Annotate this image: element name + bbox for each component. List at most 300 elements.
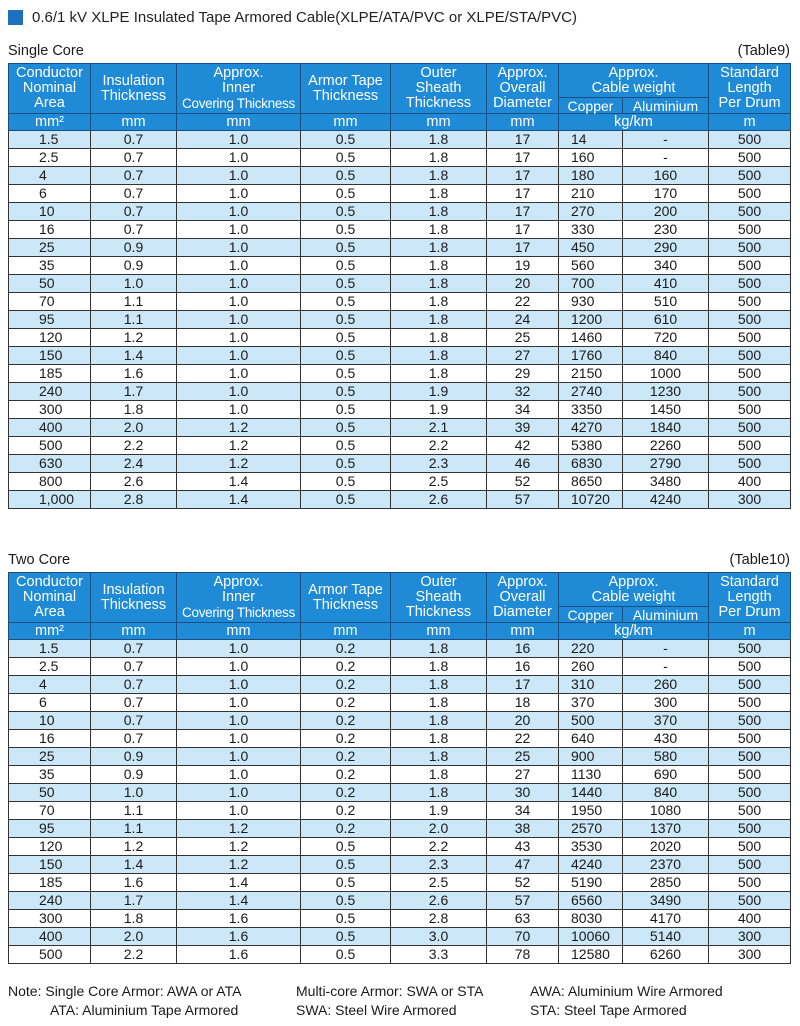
table-row <box>9 766 791 784</box>
unit-cell: mm <box>177 114 301 131</box>
table-cell: 1.8 <box>391 131 487 149</box>
header-line: Insulation <box>102 581 165 598</box>
table-cell: 25 <box>487 748 559 766</box>
table-cell: 95 <box>9 820 91 838</box>
table-cell: 0.5 <box>301 491 391 509</box>
table-cell: 39 <box>487 419 559 437</box>
table-cell: 1.2 <box>177 455 301 473</box>
table-row <box>9 365 791 383</box>
table-cell: 500 <box>709 293 791 311</box>
table-cell: 0.7 <box>91 167 177 185</box>
table-cell: 1.8 <box>391 694 487 712</box>
table-cell: 1.0 <box>177 239 301 257</box>
table-cell: 1.0 <box>177 203 301 221</box>
header-copper: Copper <box>559 607 623 623</box>
table-cell: 2150 <box>559 365 623 383</box>
table-cell: 500 <box>709 712 791 730</box>
table-cell: 1.8 <box>391 203 487 221</box>
table-cell: 1440 <box>559 784 623 802</box>
table-cell: 1.0 <box>177 694 301 712</box>
table-cell: 27 <box>487 347 559 365</box>
table-cell: 2.5 <box>391 874 487 892</box>
table-cell: 210 <box>559 185 623 203</box>
header-inner-covering <box>177 64 301 114</box>
table-cell: 0.7 <box>91 640 177 658</box>
table-cell: 4170 <box>623 910 709 928</box>
table-cell: 640 <box>559 730 623 748</box>
section-header <box>8 35 790 59</box>
table-cell: 0.9 <box>91 239 177 257</box>
table-cell: 500 <box>709 383 791 401</box>
table-row <box>9 239 791 257</box>
table-cell: 500 <box>709 892 791 910</box>
table-cell: 16 <box>487 640 559 658</box>
table-cell: 1.0 <box>177 802 301 820</box>
table-cell: 690 <box>623 766 709 784</box>
table-cell: 0.5 <box>301 257 391 275</box>
table-cell: 0.5 <box>301 473 391 491</box>
table-cell: 17 <box>487 676 559 694</box>
table-cell: 1.4 <box>177 491 301 509</box>
unit-cell: mm <box>91 114 177 131</box>
table-cell: 1.1 <box>91 311 177 329</box>
table-cell: 25 <box>9 748 91 766</box>
table-cell: 1.0 <box>177 185 301 203</box>
table-cell: 300 <box>9 401 91 419</box>
table-cell: 0.5 <box>301 239 391 257</box>
header-line: Approx. <box>608 64 659 81</box>
unit-cell: kg/km <box>559 623 709 640</box>
table-cell: 2.8 <box>91 491 177 509</box>
table-row <box>9 946 791 964</box>
table-row <box>9 293 791 311</box>
table-cell: 400 <box>9 928 91 946</box>
table-cell: 220 <box>559 640 623 658</box>
table-cell: 1.0 <box>91 784 177 802</box>
table-cell: 500 <box>709 838 791 856</box>
table-row <box>9 167 791 185</box>
header-line: Inner <box>221 79 256 96</box>
table-cell: 2.5 <box>9 149 91 167</box>
table-cell: 1.8 <box>391 221 487 239</box>
table-cell: 340 <box>623 257 709 275</box>
table-cell: 20 <box>487 712 559 730</box>
table-cell: 1.8 <box>391 329 487 347</box>
table-cell: 1.0 <box>91 275 177 293</box>
table-cell: 8650 <box>559 473 623 491</box>
table-cell: 17 <box>487 131 559 149</box>
table-row <box>9 131 791 149</box>
table-cell: 1.0 <box>177 275 301 293</box>
header-aluminium: Aluminium <box>623 98 709 114</box>
table-cell: - <box>623 640 709 658</box>
table-cell: 1.0 <box>177 383 301 401</box>
table-cell: 500 <box>709 676 791 694</box>
table-cell: 180 <box>559 167 623 185</box>
header-line: Approx. <box>608 573 659 590</box>
table-cell: 6260 <box>623 946 709 964</box>
table-cell: 46 <box>487 455 559 473</box>
table-cell: 1200 <box>559 311 623 329</box>
table-row <box>9 676 791 694</box>
table-cell: 0.5 <box>301 131 391 149</box>
section-label: Two Core <box>8 552 71 568</box>
table-row <box>9 658 791 676</box>
table-cell: 2790 <box>623 455 709 473</box>
table-row <box>9 928 791 946</box>
table-cell: 1.8 <box>391 730 487 748</box>
table-cell: 1.0 <box>177 131 301 149</box>
cable-spec-table <box>8 572 791 964</box>
table-cell: - <box>623 149 709 167</box>
table-cell: 0.7 <box>91 676 177 694</box>
table-cell: 1.8 <box>391 167 487 185</box>
table-cell: 3490 <box>623 892 709 910</box>
table-cell: 0.2 <box>301 658 391 676</box>
table-cell: 3350 <box>559 401 623 419</box>
header-line: Inner <box>221 588 256 605</box>
header-conductor-area <box>9 64 91 114</box>
header-overall-diameter <box>487 64 559 114</box>
table-cell: 5380 <box>559 437 623 455</box>
table-cell: 500 <box>559 712 623 730</box>
table-cell: 500 <box>709 748 791 766</box>
table-cell: 410 <box>623 275 709 293</box>
table-cell: 500 <box>709 874 791 892</box>
table-cell: 1.2 <box>177 820 301 838</box>
note-single-core-armor: Note: Single Core Armor: AWA or ATA <box>8 983 242 999</box>
table-cell: 4240 <box>623 491 709 509</box>
section-header <box>8 544 790 568</box>
table-cell: 0.5 <box>301 275 391 293</box>
table-cell: 2.0 <box>91 928 177 946</box>
table-cell: 1.6 <box>177 946 301 964</box>
table-cell: 0.5 <box>301 856 391 874</box>
table-cell: 1.0 <box>177 640 301 658</box>
table-cell: 2.2 <box>91 437 177 455</box>
table-cell: 3530 <box>559 838 623 856</box>
table-cell: 290 <box>623 239 709 257</box>
header-drum-length <box>709 573 791 623</box>
table-cell: 3.0 <box>391 928 487 946</box>
note-awa: AWA: Aluminium Wire Armored <box>530 983 723 999</box>
header-aluminium: Aluminium <box>623 607 709 623</box>
table-cell: 1.0 <box>177 748 301 766</box>
header-conductor-area <box>9 573 91 623</box>
table-row <box>9 347 791 365</box>
table-cell: 0.2 <box>301 694 391 712</box>
table-row <box>9 455 791 473</box>
table-cell: 500 <box>709 802 791 820</box>
table-cell: 0.2 <box>301 748 391 766</box>
section-label: Single Core <box>8 43 84 59</box>
table-cell: 450 <box>559 239 623 257</box>
table-cell: 17 <box>487 185 559 203</box>
unit-cell: m <box>709 623 791 640</box>
table-cell: 0.2 <box>301 784 391 802</box>
table-cell: 1.0 <box>177 347 301 365</box>
header-line: Cable weight <box>591 588 676 605</box>
table-cell: 1.9 <box>391 383 487 401</box>
table-cell: 0.9 <box>91 766 177 784</box>
table-cell: 27 <box>487 766 559 784</box>
table-cell: 240 <box>9 383 91 401</box>
table-cell: 500 <box>709 221 791 239</box>
table-cell: 2.6 <box>91 473 177 491</box>
header-line: Approx. <box>213 573 264 590</box>
table-cell: 1.8 <box>391 347 487 365</box>
table-cell: 18 <box>487 694 559 712</box>
table-cell: 29 <box>487 365 559 383</box>
table-cell: 160 <box>559 149 623 167</box>
table-row <box>9 910 791 928</box>
table-cell: - <box>623 131 709 149</box>
table-cell: 16 <box>9 730 91 748</box>
table-cell: 430 <box>623 730 709 748</box>
header-line: Standard <box>720 65 779 81</box>
table-cell: 57 <box>487 491 559 509</box>
table-cell: 5140 <box>623 928 709 946</box>
table-cell: 1.4 <box>91 347 177 365</box>
table-cell: 2.6 <box>391 892 487 910</box>
table-cell: 0.7 <box>91 221 177 239</box>
table-cell: 1.2 <box>177 856 301 874</box>
header-line: Thickness <box>405 95 472 111</box>
table-cell: 6560 <box>559 892 623 910</box>
table-row <box>9 694 791 712</box>
header-line: Per Drum <box>718 604 781 620</box>
table-cell: 0.7 <box>91 712 177 730</box>
header-drum-length <box>709 64 791 114</box>
table-cell: 500 <box>9 946 91 964</box>
table-row <box>9 185 791 203</box>
table-cell: 1.2 <box>177 437 301 455</box>
table-cell: 1.8 <box>391 293 487 311</box>
table-cell: 24 <box>487 311 559 329</box>
header-line: Cable weight <box>591 79 676 96</box>
table-row <box>9 329 791 347</box>
table-cell: 6830 <box>559 455 623 473</box>
table-cell: 1.2 <box>91 838 177 856</box>
table-cell: 2.2 <box>91 946 177 964</box>
header-insulation-thickness <box>91 64 177 114</box>
table-cell: 2.4 <box>91 455 177 473</box>
table-cell: 500 <box>709 640 791 658</box>
table-cell: 1.4 <box>177 892 301 910</box>
table-cell: 1.1 <box>91 293 177 311</box>
table-cell: 1.8 <box>391 311 487 329</box>
table-cell: 1.0 <box>177 401 301 419</box>
table-cell: 1760 <box>559 347 623 365</box>
table-cell: 150 <box>9 856 91 874</box>
table-cell: 370 <box>559 694 623 712</box>
table-cell: 0.5 <box>301 892 391 910</box>
header-line: Approx. <box>213 64 264 81</box>
table-cell: 1.1 <box>91 802 177 820</box>
table-cell: 500 <box>709 239 791 257</box>
table-cell: - <box>623 658 709 676</box>
table-cell: 0.5 <box>301 185 391 203</box>
header-line: Nominal <box>22 80 77 96</box>
note-swa: SWA: Steel Wire Armored <box>296 1002 457 1018</box>
table-cell: 0.5 <box>301 455 391 473</box>
table-cell: 1.6 <box>91 365 177 383</box>
header-line: Sheath <box>415 80 462 96</box>
unit-cell: mm <box>391 623 487 640</box>
table-cell: 500 <box>709 820 791 838</box>
table-cell: 240 <box>9 892 91 910</box>
unit-cell: kg/km <box>559 114 709 131</box>
table-cell: 35 <box>9 766 91 784</box>
table-cell: 120 <box>9 329 91 347</box>
header-copper: Copper <box>559 98 623 114</box>
table-cell: 1.8 <box>391 766 487 784</box>
table-cell: 3.3 <box>391 946 487 964</box>
table-cell: 2.0 <box>391 820 487 838</box>
table-cell: 70 <box>487 928 559 946</box>
table-cell: 500 <box>709 365 791 383</box>
table-row <box>9 820 791 838</box>
table-row <box>9 748 791 766</box>
table-cell: 63 <box>487 910 559 928</box>
table-cell: 0.7 <box>91 694 177 712</box>
table-row <box>9 257 791 275</box>
table-cell: 0.2 <box>301 730 391 748</box>
table-cell: 500 <box>709 347 791 365</box>
table-cell: 300 <box>623 694 709 712</box>
table-cell: 1.5 <box>9 131 91 149</box>
table-cell: 500 <box>709 455 791 473</box>
table-cell: 500 <box>709 730 791 748</box>
header-line: Conductor <box>16 65 83 81</box>
table-cell: 3480 <box>623 473 709 491</box>
header-line: Thickness <box>312 87 379 104</box>
table-cell: 2850 <box>623 874 709 892</box>
table-cell: 1.8 <box>391 149 487 167</box>
table-label: (Table10) <box>729 552 790 568</box>
table-cell: 50 <box>9 784 91 802</box>
header-line: Nominal <box>22 589 77 605</box>
two-core-section <box>8 544 790 964</box>
unit-cell: mm <box>91 623 177 640</box>
header-line: Armor Tape <box>308 581 383 598</box>
table-cell: 1460 <box>559 329 623 347</box>
table-cell: 560 <box>559 257 623 275</box>
table-cell: 1.6 <box>91 874 177 892</box>
unit-cell: mm² <box>9 623 91 640</box>
header-outer-sheath <box>391 64 487 114</box>
table-cell: 1.8 <box>391 257 487 275</box>
table-cell: 17 <box>487 239 559 257</box>
table-cell: 510 <box>623 293 709 311</box>
table-row <box>9 491 791 509</box>
table-cell: 70 <box>9 802 91 820</box>
table-cell: 0.2 <box>301 676 391 694</box>
table-cell: 0.5 <box>301 838 391 856</box>
table-cell: 0.5 <box>301 203 391 221</box>
table-cell: 52 <box>487 473 559 491</box>
table-cell: 0.5 <box>301 347 391 365</box>
table-cell: 0.7 <box>91 185 177 203</box>
header-line: Insulation <box>102 72 165 89</box>
table-cell: 1.0 <box>177 658 301 676</box>
table-row <box>9 275 791 293</box>
table-cell: 34 <box>487 802 559 820</box>
table-cell: 1.0 <box>177 167 301 185</box>
table-cell: 1.8 <box>91 401 177 419</box>
table-cell: 0.5 <box>301 365 391 383</box>
table-cell: 17 <box>487 221 559 239</box>
table-cell: 500 <box>709 311 791 329</box>
table-cell: 1.0 <box>177 221 301 239</box>
table-cell: 1.7 <box>91 892 177 910</box>
table-cell: 0.5 <box>301 946 391 964</box>
table-cell: 2370 <box>623 856 709 874</box>
table-cell: 0.5 <box>301 874 391 892</box>
header-line: Conductor <box>16 574 83 590</box>
notes <box>8 982 793 1020</box>
table-cell: 0.2 <box>301 712 391 730</box>
table-row <box>9 874 791 892</box>
table-cell: 1.7 <box>91 383 177 401</box>
table-cell: 260 <box>623 676 709 694</box>
table-cell: 0.7 <box>91 658 177 676</box>
unit-cell: mm <box>487 623 559 640</box>
table-row <box>9 892 791 910</box>
table-cell: 1.2 <box>91 329 177 347</box>
table-cell: 17 <box>487 149 559 167</box>
table-cell: 2570 <box>559 820 623 838</box>
table-cell: 0.5 <box>301 419 391 437</box>
notes-line-2 <box>8 1001 793 1020</box>
note-multi-core-armor: Multi-core Armor: SWA or STA <box>296 983 484 999</box>
table-cell: 500 <box>709 658 791 676</box>
table-cell: 0.5 <box>301 928 391 946</box>
table-cell: 1.0 <box>177 712 301 730</box>
table-cell: 270 <box>559 203 623 221</box>
table-cell: 1.8 <box>391 275 487 293</box>
table-cell: 2.3 <box>391 455 487 473</box>
table-row <box>9 784 791 802</box>
table-cell: 0.5 <box>301 293 391 311</box>
table-row <box>9 221 791 239</box>
single-core-section <box>8 35 790 509</box>
table-cell: 840 <box>623 347 709 365</box>
table-cell: 500 <box>709 203 791 221</box>
table-cell: 840 <box>623 784 709 802</box>
title-square-icon <box>8 10 23 25</box>
table-cell: 1.0 <box>177 766 301 784</box>
table-cell: 1.8 <box>391 748 487 766</box>
table-cell: 1.0 <box>177 149 301 167</box>
table-cell: 43 <box>487 838 559 856</box>
header-line: Armor Tape <box>308 72 383 89</box>
table-cell: 1.2 <box>177 838 301 856</box>
table-row <box>9 802 791 820</box>
table-cell: 4 <box>9 167 91 185</box>
table-cell: 0.9 <box>91 257 177 275</box>
table-cell: 0.5 <box>301 329 391 347</box>
table-cell: 930 <box>559 293 623 311</box>
header-line: Length <box>727 80 772 96</box>
table-cell: 22 <box>487 730 559 748</box>
table-cell: 0.5 <box>301 383 391 401</box>
table-cell: 1.4 <box>91 856 177 874</box>
table-cell: 10 <box>9 712 91 730</box>
table-cell: 700 <box>559 275 623 293</box>
table-cell: 150 <box>9 347 91 365</box>
table-cell: 185 <box>9 874 91 892</box>
